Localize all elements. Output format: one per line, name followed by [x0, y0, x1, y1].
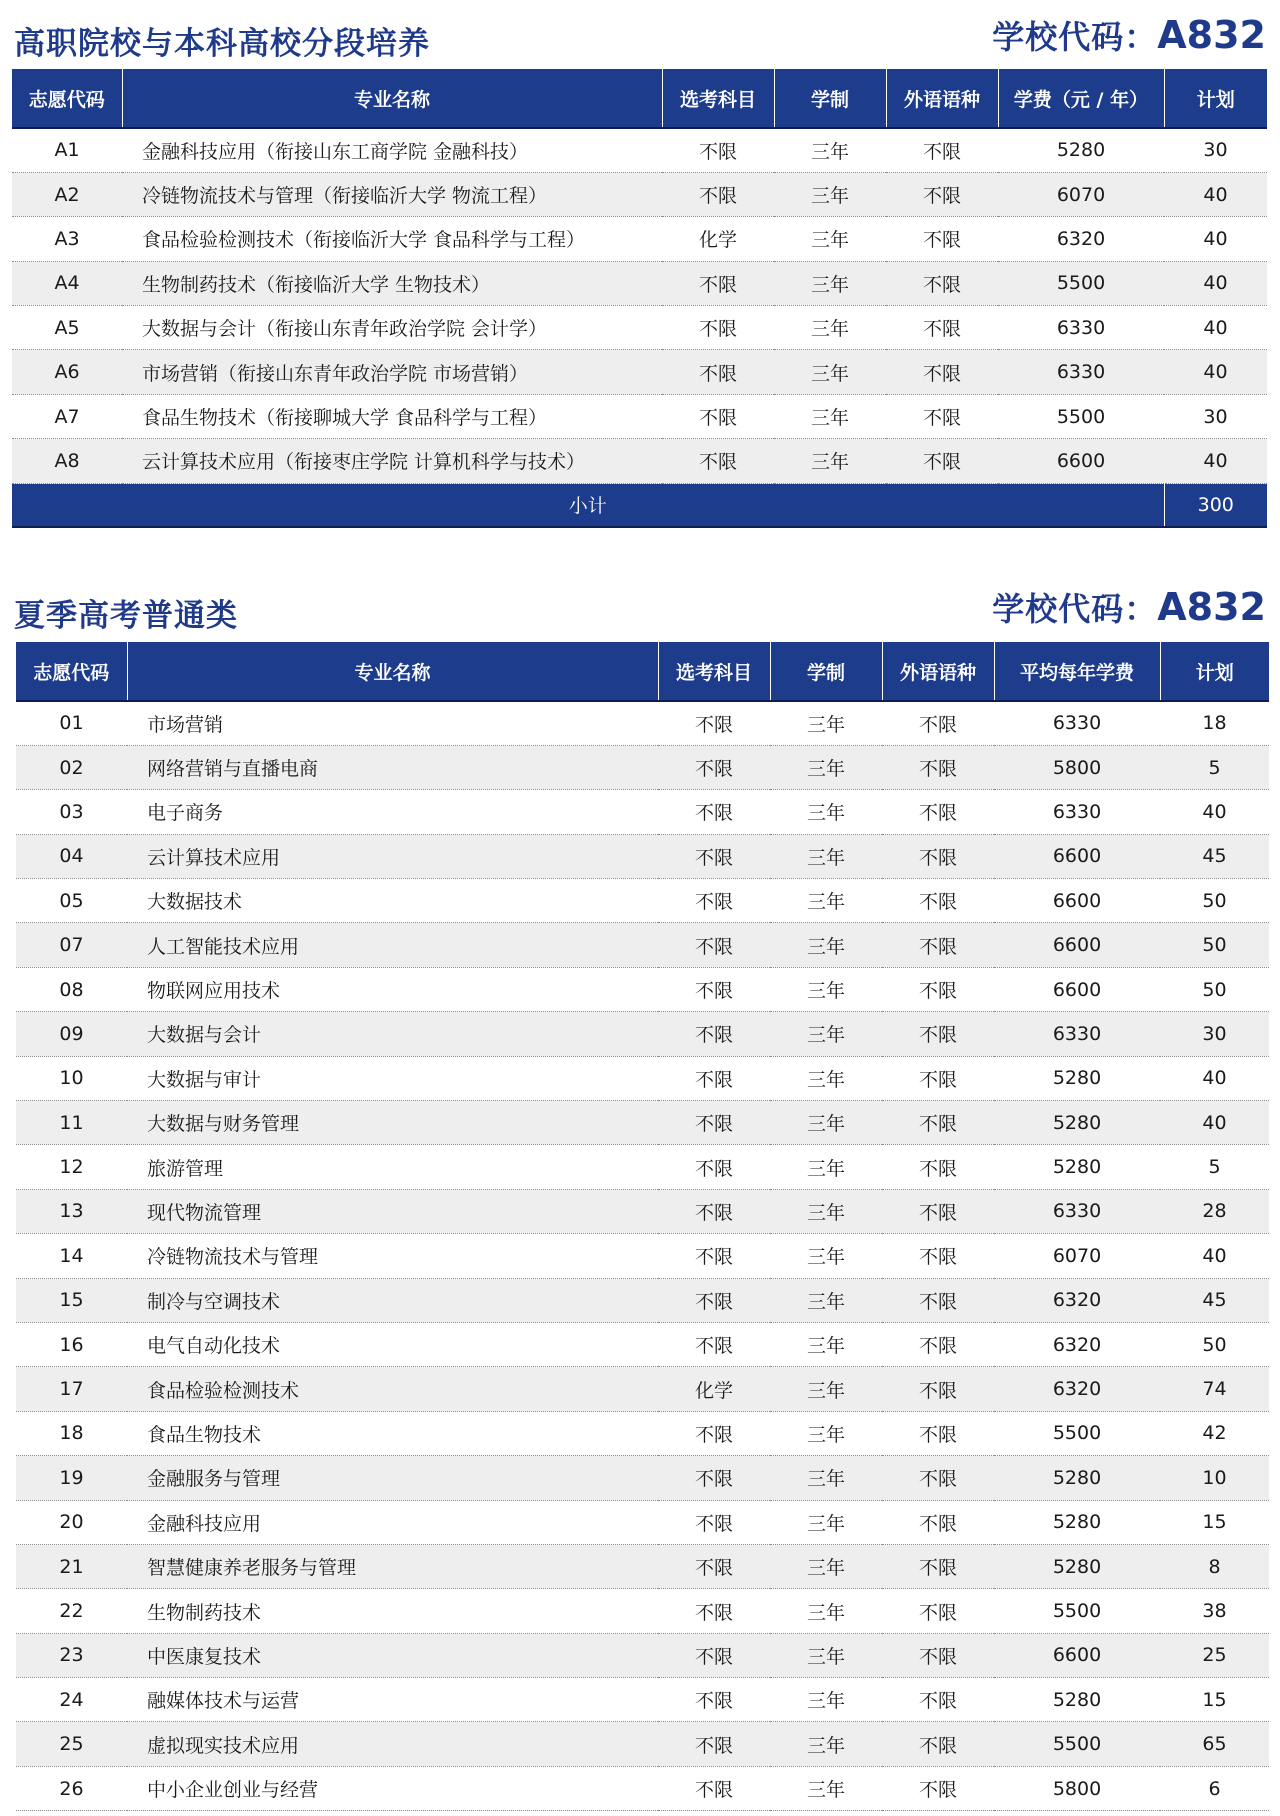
section2-header: [0, 580, 1280, 640]
row-code: 21: [16, 1544, 127, 1588]
row-code: 19: [16, 1456, 127, 1500]
row-code: 17: [16, 1367, 127, 1411]
row-fee: 6600: [994, 1633, 1160, 1677]
row-subject: 不限: [658, 745, 770, 789]
row-years: 三年: [770, 1012, 882, 1056]
row-language: 不限: [886, 306, 998, 350]
row-fee: 5500: [994, 1722, 1160, 1766]
row-years: 三年: [774, 439, 886, 483]
row-fee: 5280: [994, 1101, 1160, 1145]
row-major-name: 智慧健康养老服务与管理: [127, 1544, 658, 1588]
row-subject: 不限: [658, 1544, 770, 1588]
table-row: [16, 790, 1269, 834]
row-code: 11: [16, 1101, 127, 1145]
row-fee: 6330: [998, 306, 1164, 350]
row-subject: 不限: [658, 1500, 770, 1544]
row-fee: 6330: [998, 350, 1164, 394]
row-years: 三年: [770, 923, 882, 967]
row-subject: 化学: [658, 1367, 770, 1411]
row-code: 18: [16, 1411, 127, 1455]
row-subject: 不限: [658, 1278, 770, 1322]
row-years: 三年: [770, 1322, 882, 1366]
table-row: [16, 1722, 1269, 1766]
row-code: 22: [16, 1589, 127, 1633]
row-plan: 15: [1160, 1678, 1269, 1722]
row-language: 不限: [882, 1678, 994, 1722]
row-plan: 5: [1160, 1145, 1269, 1189]
row-major-name: 食品检验检测技术（衔接临沂大学 食品科学与工程）: [122, 217, 662, 261]
row-language: 不限: [886, 394, 998, 438]
table-row: [16, 1145, 1269, 1189]
row-subject: 不限: [658, 923, 770, 967]
table-row: [16, 1322, 1269, 1366]
row-fee: 6600: [994, 879, 1160, 923]
row-subject: 不限: [658, 1145, 770, 1189]
table-row: [12, 394, 1267, 438]
row-subject: 不限: [658, 1456, 770, 1500]
row-plan: 30: [1164, 394, 1267, 438]
row-years: 三年: [770, 1766, 882, 1810]
row-years: 三年: [770, 1722, 882, 1766]
row-major-name: 云计算技术应用: [127, 834, 658, 878]
row-years: 三年: [770, 1278, 882, 1322]
row-plan: 50: [1160, 967, 1269, 1011]
row-plan: 40: [1160, 1056, 1269, 1100]
row-major-name: 市场营销: [127, 701, 658, 745]
row-fee: 5280: [994, 1056, 1160, 1100]
row-years: 三年: [774, 172, 886, 216]
row-fee: 5500: [994, 1411, 1160, 1455]
row-plan: 5: [1160, 745, 1269, 789]
row-fee: 5800: [994, 1766, 1160, 1810]
row-code: 15: [16, 1278, 127, 1322]
row-subject: 不限: [658, 1189, 770, 1233]
row-code: A7: [12, 394, 122, 438]
row-fee: 6320: [994, 1278, 1160, 1322]
table-header-row: [12, 69, 1267, 128]
row-language: 不限: [882, 834, 994, 878]
row-major-name: 大数据与审计: [127, 1056, 658, 1100]
row-fee: 5280: [994, 1145, 1160, 1189]
row-language: 不限: [882, 1278, 994, 1322]
table-row: [16, 745, 1269, 789]
table-row: [16, 701, 1269, 745]
row-plan: 18: [1160, 701, 1269, 745]
table-row: [16, 1189, 1269, 1233]
row-fee: 6070: [998, 172, 1164, 216]
row-fee: 6320: [994, 1322, 1160, 1366]
row-fee: 5280: [998, 128, 1164, 172]
row-fee: 5280: [994, 1456, 1160, 1500]
row-subject: 不限: [658, 1101, 770, 1145]
row-language: 不限: [886, 128, 998, 172]
row-language: 不限: [882, 1544, 994, 1588]
row-years: 三年: [770, 1145, 882, 1189]
row-subject: 不限: [658, 1678, 770, 1722]
row-language: 不限: [882, 1411, 994, 1455]
table-row: [16, 1012, 1269, 1056]
table-row: [16, 1766, 1269, 1810]
row-major-name: 人工智能技术应用: [127, 923, 658, 967]
row-fee: 6600: [994, 923, 1160, 967]
header-subject: 选考科目: [662, 69, 774, 128]
row-years: 三年: [770, 1367, 882, 1411]
row-major-name: 电子商务: [127, 790, 658, 834]
row-language: 不限: [882, 790, 994, 834]
row-major-name: 食品生物技术: [127, 1411, 658, 1455]
row-fee: 5500: [994, 1589, 1160, 1633]
row-language: 不限: [882, 1722, 994, 1766]
header-years: 学制: [774, 69, 886, 128]
school-code-value: A832: [1157, 585, 1266, 629]
header-fee: 学费（元 / 年）: [998, 69, 1164, 128]
row-plan: 50: [1160, 923, 1269, 967]
section2-title: 夏季高考普通类: [14, 598, 238, 634]
row-language: 不限: [882, 1456, 994, 1500]
row-plan: 28: [1160, 1189, 1269, 1233]
row-code: 10: [16, 1056, 127, 1100]
row-subject: 不限: [658, 1322, 770, 1366]
row-years: 三年: [774, 261, 886, 305]
row-years: 三年: [770, 1189, 882, 1233]
row-language: 不限: [886, 217, 998, 261]
row-fee: 6320: [998, 217, 1164, 261]
row-major-name: 金融服务与管理: [127, 1456, 658, 1500]
row-plan: 30: [1160, 1012, 1269, 1056]
row-major-name: 食品检验检测技术: [127, 1367, 658, 1411]
row-plan: 40: [1164, 350, 1267, 394]
row-code: 02: [16, 745, 127, 789]
table-row: [16, 1456, 1269, 1500]
row-code: 13: [16, 1189, 127, 1233]
row-years: 三年: [770, 1544, 882, 1588]
row-fee: 5500: [998, 261, 1164, 305]
section1-title: 高职院校与本科高校分段培养: [14, 26, 430, 62]
table-row: [16, 879, 1269, 923]
row-plan: 10: [1160, 1456, 1269, 1500]
row-fee: 6320: [994, 1367, 1160, 1411]
row-years: 三年: [770, 1678, 882, 1722]
row-subject: 化学: [662, 217, 774, 261]
row-language: 不限: [882, 1633, 994, 1677]
section1-school-code: [992, 12, 1266, 58]
row-subject: 不限: [658, 1722, 770, 1766]
row-years: 三年: [774, 306, 886, 350]
section1-header: [0, 8, 1280, 68]
row-years: 三年: [770, 790, 882, 834]
header-code: 志愿代码: [16, 642, 127, 701]
row-subject: 不限: [658, 1766, 770, 1810]
row-subject: 不限: [662, 306, 774, 350]
row-major-name: 冷链物流技术与管理: [127, 1234, 658, 1278]
row-years: 三年: [770, 1411, 882, 1455]
table-row: [12, 306, 1267, 350]
row-code: A2: [12, 172, 122, 216]
row-code: 05: [16, 879, 127, 923]
row-plan: 40: [1160, 1101, 1269, 1145]
row-plan: 40: [1164, 261, 1267, 305]
row-language: 不限: [882, 923, 994, 967]
table-row: [16, 1278, 1269, 1322]
row-major-name: 制冷与空调技术: [127, 1278, 658, 1322]
row-language: 不限: [882, 879, 994, 923]
row-subject: 不限: [662, 128, 774, 172]
row-major-name: 大数据与会计（衔接山东青年政治学院 会计学）: [122, 306, 662, 350]
table-row: [16, 1544, 1269, 1588]
row-language: 不限: [882, 1766, 994, 1810]
row-fee: 6330: [994, 790, 1160, 834]
table-row: [16, 1411, 1269, 1455]
row-language: 不限: [882, 967, 994, 1011]
row-years: 三年: [774, 350, 886, 394]
row-fee: 5800: [994, 745, 1160, 789]
row-plan: 65: [1160, 1722, 1269, 1766]
row-fee: 6330: [994, 1189, 1160, 1233]
subtotal-label: 小计: [12, 483, 1164, 527]
header-plan: 计划: [1160, 642, 1269, 701]
table-row: [12, 128, 1267, 172]
school-code-label: 学校代码：: [992, 18, 1158, 56]
row-fee: 5280: [994, 1500, 1160, 1544]
header-fee: 平均每年学费: [994, 642, 1160, 701]
row-plan: 40: [1160, 790, 1269, 834]
row-subject: 不限: [658, 790, 770, 834]
section1-table: [12, 69, 1267, 528]
row-years: 三年: [770, 1589, 882, 1633]
row-years: 三年: [770, 1056, 882, 1100]
row-plan: 15: [1160, 1500, 1269, 1544]
row-language: 不限: [882, 1500, 994, 1544]
row-subject: 不限: [658, 1012, 770, 1056]
row-plan: 40: [1164, 439, 1267, 483]
row-language: 不限: [882, 1189, 994, 1233]
table-row: [12, 439, 1267, 483]
row-major-name: 生物制药技术: [127, 1589, 658, 1633]
row-major-name: 虚拟现实技术应用: [127, 1722, 658, 1766]
table-row: [16, 967, 1269, 1011]
row-language: 不限: [882, 1056, 994, 1100]
row-plan: 30: [1164, 128, 1267, 172]
row-code: A3: [12, 217, 122, 261]
section2-school-code: [992, 584, 1266, 630]
row-years: 三年: [770, 1500, 882, 1544]
row-major-name: 大数据与财务管理: [127, 1101, 658, 1145]
row-years: 三年: [770, 967, 882, 1011]
row-code: 14: [16, 1234, 127, 1278]
school-code-value: A832: [1157, 13, 1266, 57]
row-subject: 不限: [662, 439, 774, 483]
row-subject: 不限: [658, 1633, 770, 1677]
header-years: 学制: [770, 642, 882, 701]
row-code: 09: [16, 1012, 127, 1056]
row-language: 不限: [882, 1589, 994, 1633]
row-plan: 40: [1164, 217, 1267, 261]
row-language: 不限: [882, 1101, 994, 1145]
row-language: 不限: [886, 439, 998, 483]
row-years: 三年: [770, 1234, 882, 1278]
row-subject: 不限: [658, 1411, 770, 1455]
row-subject: 不限: [658, 834, 770, 878]
row-code: A1: [12, 128, 122, 172]
row-code: 16: [16, 1322, 127, 1366]
row-code: 24: [16, 1678, 127, 1722]
row-major-name: 大数据技术: [127, 879, 658, 923]
row-fee: 6600: [994, 834, 1160, 878]
row-plan: 45: [1160, 834, 1269, 878]
row-code: 12: [16, 1145, 127, 1189]
row-major-name: 网络营销与直播电商: [127, 745, 658, 789]
row-fee: 6330: [994, 701, 1160, 745]
row-language: 不限: [886, 172, 998, 216]
row-major-name: 大数据与会计: [127, 1012, 658, 1056]
row-major-name: 金融科技应用: [127, 1500, 658, 1544]
header-language: 外语语种: [886, 69, 998, 128]
row-major-name: 中小企业创业与经营: [127, 1766, 658, 1810]
row-code: 08: [16, 967, 127, 1011]
row-subject: 不限: [658, 879, 770, 923]
table-row: [16, 1101, 1269, 1145]
row-major-name: 中医康复技术: [127, 1633, 658, 1677]
row-subject: 不限: [658, 1234, 770, 1278]
row-code: 01: [16, 701, 127, 745]
row-code: A6: [12, 350, 122, 394]
table-row: [16, 1678, 1269, 1722]
row-code: 26: [16, 1766, 127, 1810]
row-code: A8: [12, 439, 122, 483]
table-row: [16, 923, 1269, 967]
row-years: 三年: [774, 128, 886, 172]
row-major-name: 旅游管理: [127, 1145, 658, 1189]
row-plan: 8: [1160, 1544, 1269, 1588]
row-code: 04: [16, 834, 127, 878]
row-language: 不限: [882, 745, 994, 789]
row-years: 三年: [774, 394, 886, 438]
row-years: 三年: [770, 834, 882, 878]
row-major-name: 现代物流管理: [127, 1189, 658, 1233]
row-language: 不限: [882, 1012, 994, 1056]
row-years: 三年: [770, 745, 882, 789]
row-subject: 不限: [662, 350, 774, 394]
row-plan: 40: [1160, 1234, 1269, 1278]
table-row: [16, 1056, 1269, 1100]
row-plan: 74: [1160, 1367, 1269, 1411]
row-fee: 6070: [994, 1234, 1160, 1278]
row-years: 三年: [770, 701, 882, 745]
row-fee: 5280: [994, 1678, 1160, 1722]
table-row: [16, 1589, 1269, 1633]
row-major-name: 市场营销（衔接山东青年政治学院 市场营销）: [122, 350, 662, 394]
table-row: [16, 1500, 1269, 1544]
row-plan: 38: [1160, 1589, 1269, 1633]
row-years: 三年: [770, 879, 882, 923]
row-years: 三年: [770, 1456, 882, 1500]
table-row: [16, 834, 1269, 878]
row-major-name: 生物制药技术（衔接临沂大学 生物技术）: [122, 261, 662, 305]
row-code: A5: [12, 306, 122, 350]
row-subject: 不限: [658, 967, 770, 1011]
row-major-name: 物联网应用技术: [127, 967, 658, 1011]
row-fee: 5280: [994, 1544, 1160, 1588]
row-subject: 不限: [658, 1056, 770, 1100]
row-code: 25: [16, 1722, 127, 1766]
table-row: [12, 261, 1267, 305]
row-plan: 25: [1160, 1633, 1269, 1677]
header-name: 专业名称: [127, 642, 658, 701]
row-major-name: 电气自动化技术: [127, 1322, 658, 1366]
table-row: [12, 350, 1267, 394]
section2-table: [16, 642, 1269, 1811]
row-major-name: 融媒体技术与运营: [127, 1678, 658, 1722]
row-years: 三年: [774, 217, 886, 261]
row-code: A4: [12, 261, 122, 305]
row-subject: 不限: [662, 172, 774, 216]
row-major-name: 冷链物流技术与管理（衔接临沂大学 物流工程）: [122, 172, 662, 216]
row-language: 不限: [882, 1367, 994, 1411]
row-code: 07: [16, 923, 127, 967]
row-years: 三年: [770, 1633, 882, 1677]
row-subject: 不限: [662, 394, 774, 438]
row-plan: 45: [1160, 1278, 1269, 1322]
row-code: 23: [16, 1633, 127, 1677]
row-plan: 50: [1160, 1322, 1269, 1366]
subtotal-value: 300: [1164, 483, 1267, 527]
header-plan: 计划: [1164, 69, 1267, 128]
subtotal-row: [12, 483, 1267, 527]
school-code-label: 学校代码：: [992, 590, 1158, 628]
row-plan: 42: [1160, 1411, 1269, 1455]
row-subject: 不限: [658, 701, 770, 745]
row-fee: 6600: [994, 967, 1160, 1011]
row-language: 不限: [882, 1322, 994, 1366]
row-code: 20: [16, 1500, 127, 1544]
row-years: 三年: [770, 1101, 882, 1145]
header-subject: 选考科目: [658, 642, 770, 701]
row-fee: 6600: [998, 439, 1164, 483]
row-major-name: 食品生物技术（衔接聊城大学 食品科学与工程）: [122, 394, 662, 438]
table-row: [12, 217, 1267, 261]
row-plan: 50: [1160, 879, 1269, 923]
row-fee: 6330: [994, 1012, 1160, 1056]
row-fee: 5500: [998, 394, 1164, 438]
table-row: [16, 1234, 1269, 1278]
table-row: [16, 1367, 1269, 1411]
row-plan: 40: [1164, 172, 1267, 216]
header-code: 志愿代码: [12, 69, 122, 128]
row-code: 03: [16, 790, 127, 834]
row-subject: 不限: [662, 261, 774, 305]
row-subject: 不限: [658, 1589, 770, 1633]
table-row: [12, 172, 1267, 216]
row-language: 不限: [886, 350, 998, 394]
header-language: 外语语种: [882, 642, 994, 701]
row-language: 不限: [882, 701, 994, 745]
header-name: 专业名称: [122, 69, 662, 128]
table-header-row: [16, 642, 1269, 701]
row-plan: 6: [1160, 1766, 1269, 1810]
row-plan: 40: [1164, 306, 1267, 350]
row-major-name: 云计算技术应用（衔接枣庄学院 计算机科学与技术）: [122, 439, 662, 483]
row-language: 不限: [882, 1234, 994, 1278]
row-major-name: 金融科技应用（衔接山东工商学院 金融科技）: [122, 128, 662, 172]
row-language: 不限: [886, 261, 998, 305]
row-language: 不限: [882, 1145, 994, 1189]
table-row: [16, 1633, 1269, 1677]
